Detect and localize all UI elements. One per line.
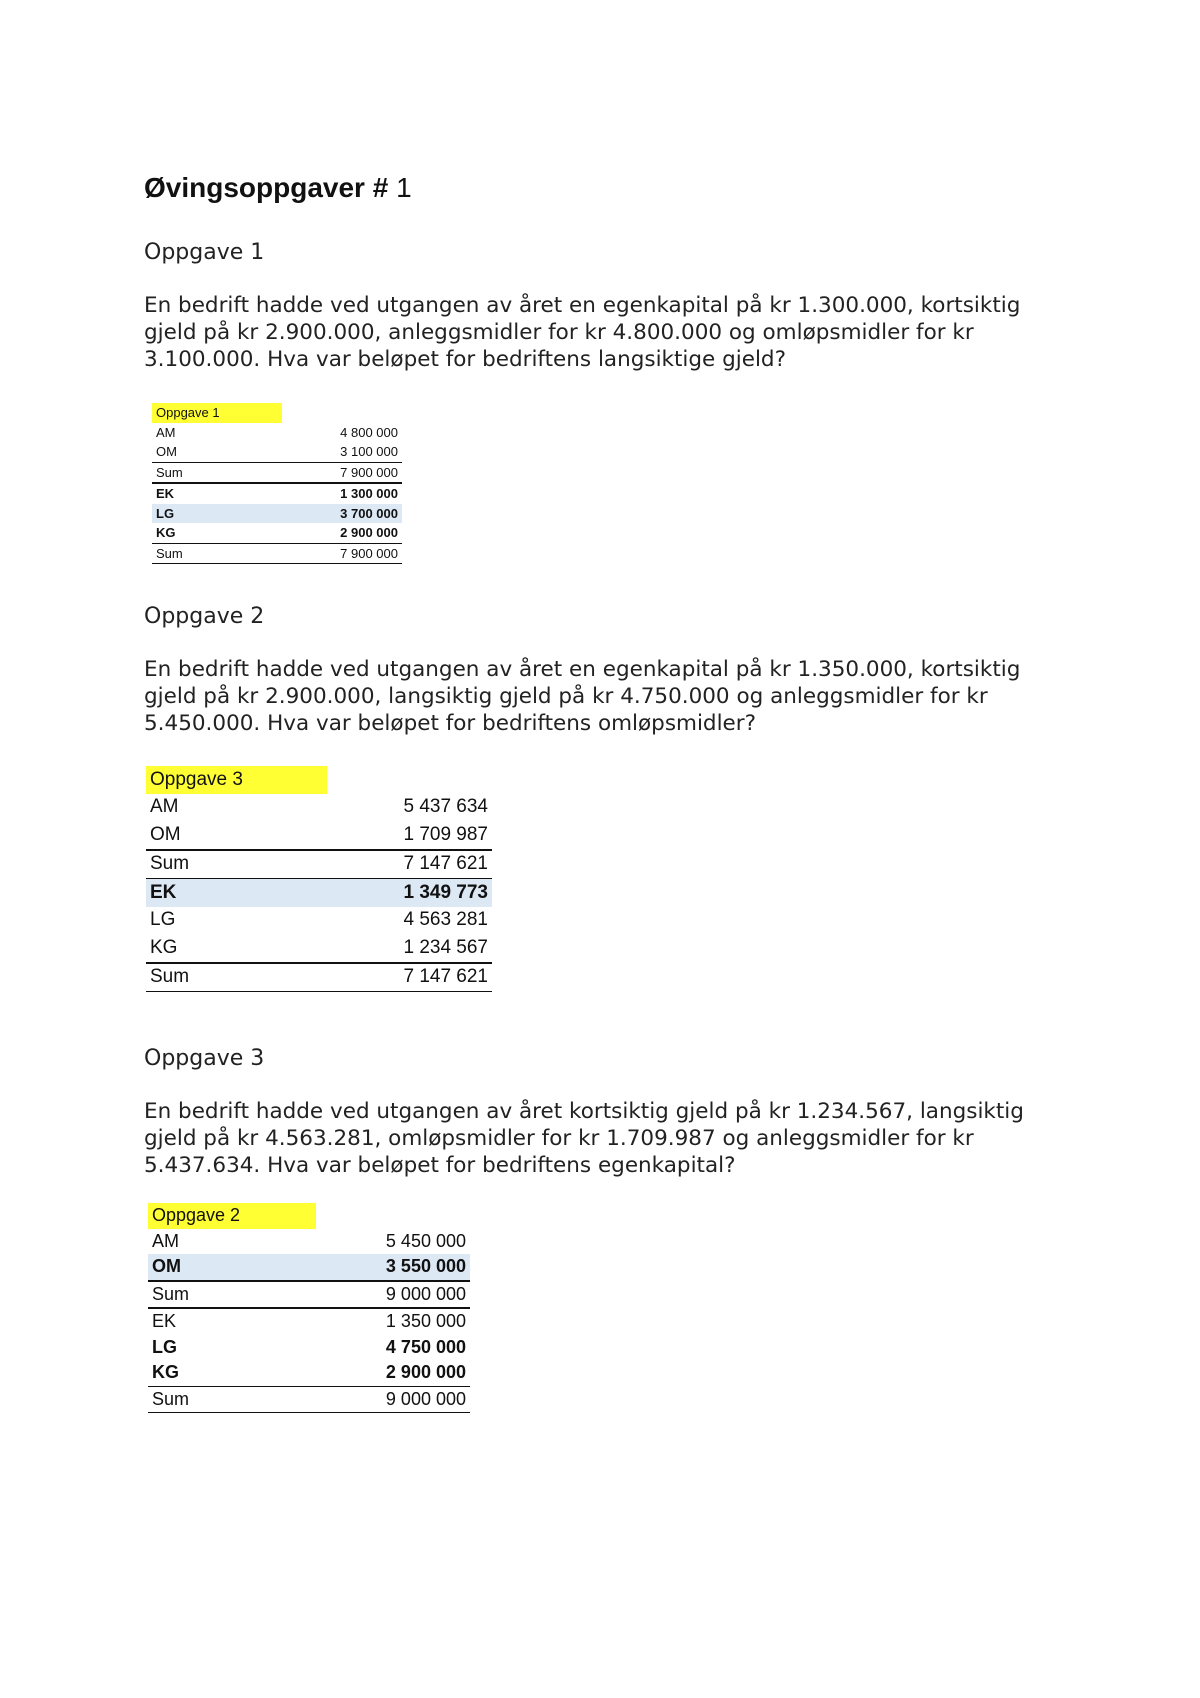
task-1-heading: Oppgave 1: [144, 240, 265, 265]
task-3-text: En bedrift hadde ved utgangen av året kortsiktig gjeld på kr 1.234.567, langsiktig gjeld på kr 4.563.281, omløpsmidler for kr 1.709.987 og anleggsmidler for kr 5.437.634. Hva var beløpet for bedriftens egenkapital?: [144, 1099, 1024, 1178]
table-row: AM 4 800 000: [156, 424, 398, 440]
table-header-row: Oppgave 3: [146, 766, 492, 794]
table-row: KG 2 900 000: [148, 1360, 470, 1386]
table-row: KG 2 900 000: [152, 523, 402, 543]
task-3-heading: Oppgave 3: [144, 1046, 265, 1071]
table-row: Sum 7 147 621: [146, 850, 492, 879]
table-row: AM 5 437 634: [150, 796, 488, 818]
table-row: LG 4 563 281: [150, 909, 488, 931]
table-row: Sum 9 000 000: [148, 1386, 470, 1413]
table-row: Sum 9 000 000: [148, 1281, 470, 1309]
table-row: LG 4 750 000: [152, 1336, 466, 1357]
page-title: [144, 172, 412, 204]
table-row: Sum 7 900 000: [152, 462, 402, 483]
table-row: AM 5 450 000: [152, 1230, 466, 1251]
table-row-highlight: EK 1 349 773: [146, 879, 492, 907]
task-2-text: En bedrift hadde ved utgangen av året en egenkapital på kr 1.350.000, kortsiktig gjeld på kr 2.900.000, langsiktig gjeld på kr 4.750.000 og anleggsmidler for kr 5.450.000. Hva var beløpet for bedriftens omløpsmidler?: [144, 657, 1021, 736]
table-row: EK 1 300 000: [156, 486, 398, 502]
page-title-number: 1: [388, 172, 412, 203]
task-2-heading: Oppgave 2: [144, 604, 265, 629]
table-header-row: Oppgave 1: [152, 403, 402, 423]
balance-table-1: [152, 403, 402, 564]
table-row-highlight: LG 3 700 000: [152, 504, 402, 524]
table-row: Sum 7 900 000: [152, 543, 402, 564]
table-row-highlight: OM 3 550 000: [148, 1254, 470, 1281]
balance-table-2: [146, 766, 492, 992]
balance-table-3: [148, 1203, 470, 1413]
table-header-row: Oppgave 2: [148, 1203, 470, 1229]
table-row: Sum 7 147 621: [146, 963, 492, 992]
table-row: OM 1 709 987: [146, 821, 492, 850]
table-row: KG 1 234 567: [146, 934, 492, 963]
task-1-text: En bedrift hadde ved utgangen av året en egenkapital på kr 1.300.000, kortsiktig gjeld på kr 2.900.000, anleggsmidler for kr 4.800.000 og omløpsmidler for kr 3.100.000. Hva var beløpet for bedriftens langsiktige gjeld?: [144, 293, 1021, 372]
table-row: OM 3 100 000: [152, 442, 402, 462]
page-title-bold: Øvingsoppgaver #: [144, 172, 389, 203]
table-row: EK 1 350 000: [152, 1311, 466, 1332]
